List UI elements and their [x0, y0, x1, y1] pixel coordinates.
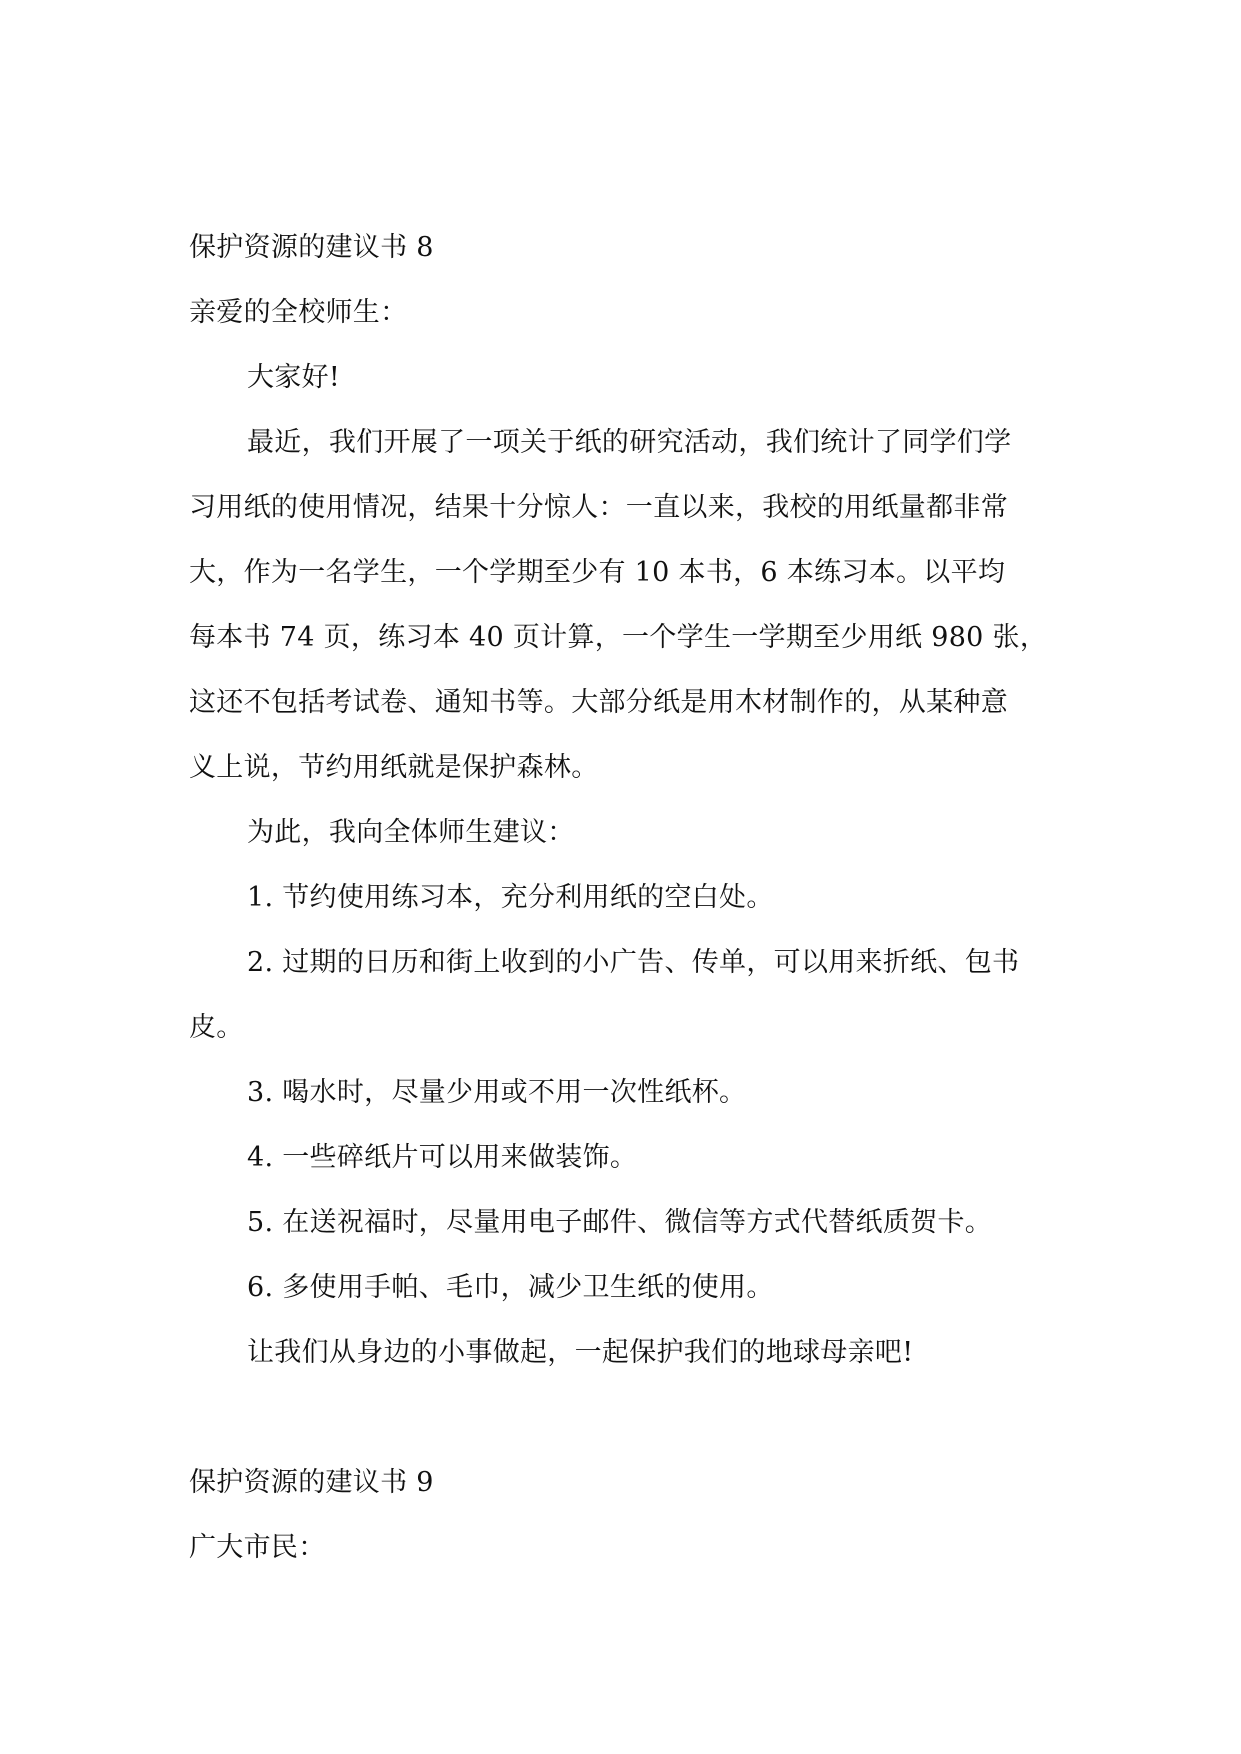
section8-greeting: 大家好! [247, 362, 341, 393]
section8-title: 保护资源的建议书 8 [189, 232, 434, 263]
suggestion-item: 5. 在送祝福时，尽量用电子邮件、微信等方式代替纸质贺卡。 [247, 1207, 993, 1238]
body-line: 最近，我们开展了一项关于纸的研究活动，我们统计了同学们学 [247, 427, 1012, 458]
section9-salutation: 广大市民： [189, 1532, 326, 1563]
suggestion-item: 1. 节约使用练习本，充分利用纸的空白处。 [247, 882, 774, 913]
suggestion-item: 6. 多使用手帕、毛巾，减少卫生纸的使用。 [247, 1272, 774, 1303]
body-line: 这还不包括考试卷、通知书等。大部分纸是用木材制作的，从某种意 [189, 687, 1008, 718]
body-line: 习用纸的使用情况，结果十分惊人：一直以来，我校的用纸量都非常 [189, 492, 1008, 523]
body-line: 义上说，节约用纸就是保护森林。 [189, 752, 599, 783]
body-line: 大，作为一名学生，一个学期至少有 10 本书，6 本练习本。以平均 [189, 557, 1006, 588]
suggestion-item: 2. 过期的日历和街上收到的小广告、传单，可以用来折纸、包书 [247, 947, 1020, 978]
section8-salutation: 亲爱的全校师生： [189, 297, 408, 328]
suggestion-item: 3. 喝水时，尽量少用或不用一次性纸杯。 [247, 1077, 747, 1108]
section8-closing: 让我们从身边的小事做起，一起保护我们的地球母亲吧! [247, 1337, 914, 1368]
body-line: 每本书 74 页，练习本 40 页计算，一个学生一学期至少用纸 980 张， [189, 622, 1048, 653]
section9-title: 保护资源的建议书 9 [189, 1467, 434, 1498]
suggestion-item: 4. 一些碎纸片可以用来做装饰。 [247, 1142, 638, 1173]
proposal-intro: 为此，我向全体师生建议： [247, 817, 575, 848]
suggestion-item-continuation: 皮。 [189, 1012, 244, 1043]
